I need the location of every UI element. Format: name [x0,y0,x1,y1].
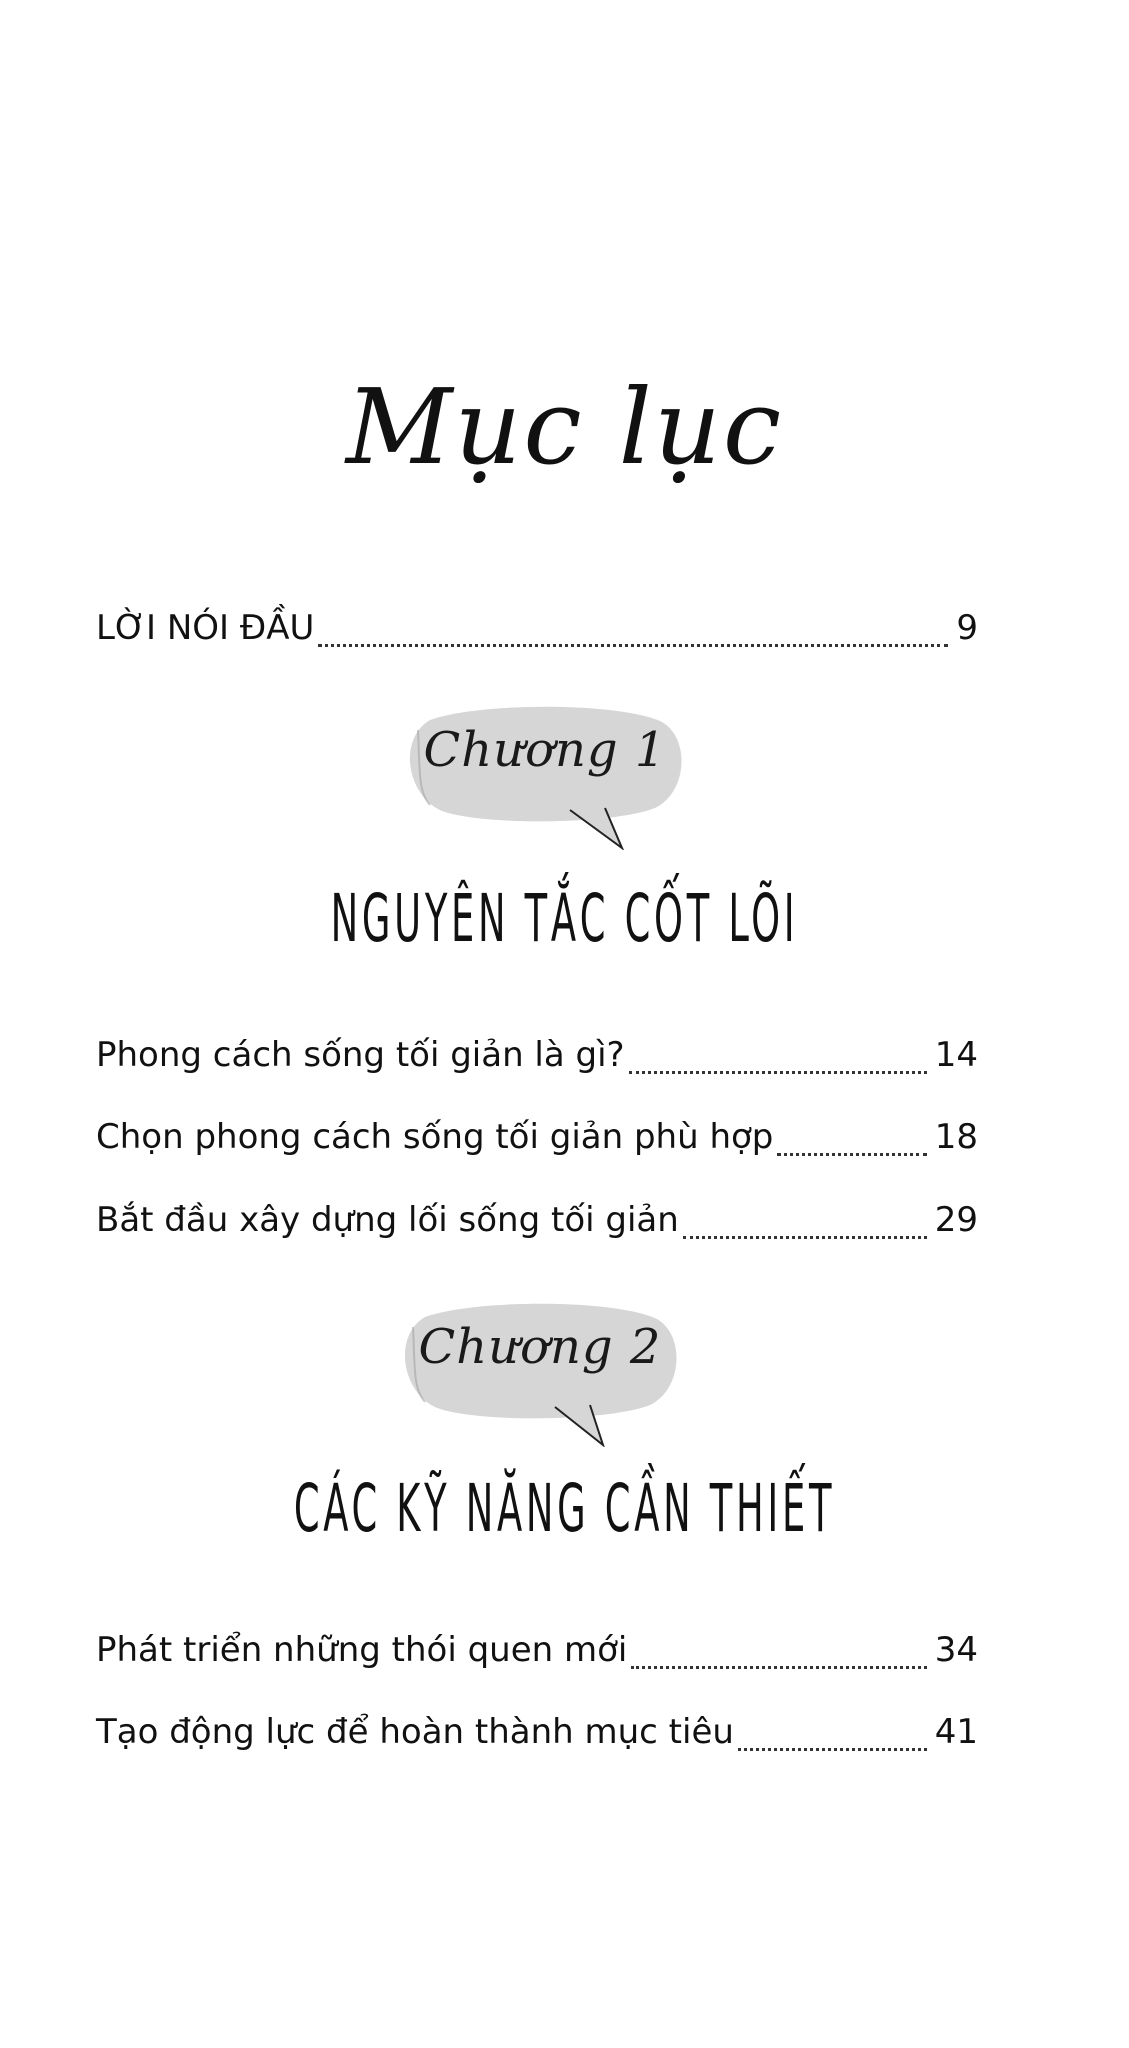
toc-entry-label: Bắt đầu xây dựng lối sống tối giản [96,1200,679,1240]
toc-entry-preface[interactable] [96,608,978,658]
toc-entry-label: Chọn phong cách sống tối giản phù hợp [96,1117,774,1157]
dot-leader [629,1071,927,1074]
toc-page-number: 18 [934,1117,978,1157]
chapter-badge-label: Chương 1 [423,722,667,778]
chapter-badge-1 [400,700,690,850]
dot-leader [683,1236,927,1239]
toc-entry-label: Phong cách sống tối giản là gì? [96,1035,625,1075]
toc-entry[interactable] [96,1712,978,1762]
toc-page-number: 14 [934,1035,978,1075]
dot-leader [631,1666,926,1669]
chapter-badge-label: Chương 2 [418,1319,662,1375]
toc-entry[interactable] [96,1117,978,1167]
dot-leader [738,1748,927,1751]
toc-entry[interactable] [96,1630,978,1680]
toc-page-number: 34 [934,1630,978,1670]
toc-entry[interactable] [96,1035,978,1085]
chapter-heading-1: NGUYÊN TẮC CỐT LÕI [330,880,799,957]
toc-entry-label: Tạo động lực để hoàn thành mục tiêu [96,1712,734,1752]
toc-page-number: 29 [934,1200,978,1240]
page-title: Mục lục [345,366,784,488]
toc-page-number: 9 [956,608,978,648]
toc-page-number: 41 [934,1712,978,1752]
dot-leader [318,644,948,647]
dot-leader [777,1153,926,1156]
toc-entry-label: Phát triển những thói quen mới [96,1630,628,1670]
toc-entry-label: LỜI NÓI ĐẦU [96,608,315,648]
chapter-heading-2: CÁC KỸ NĂNG CẦN THIẾT [293,1470,836,1547]
chapter-badge-2 [395,1297,685,1447]
toc-entry[interactable] [96,1200,978,1250]
